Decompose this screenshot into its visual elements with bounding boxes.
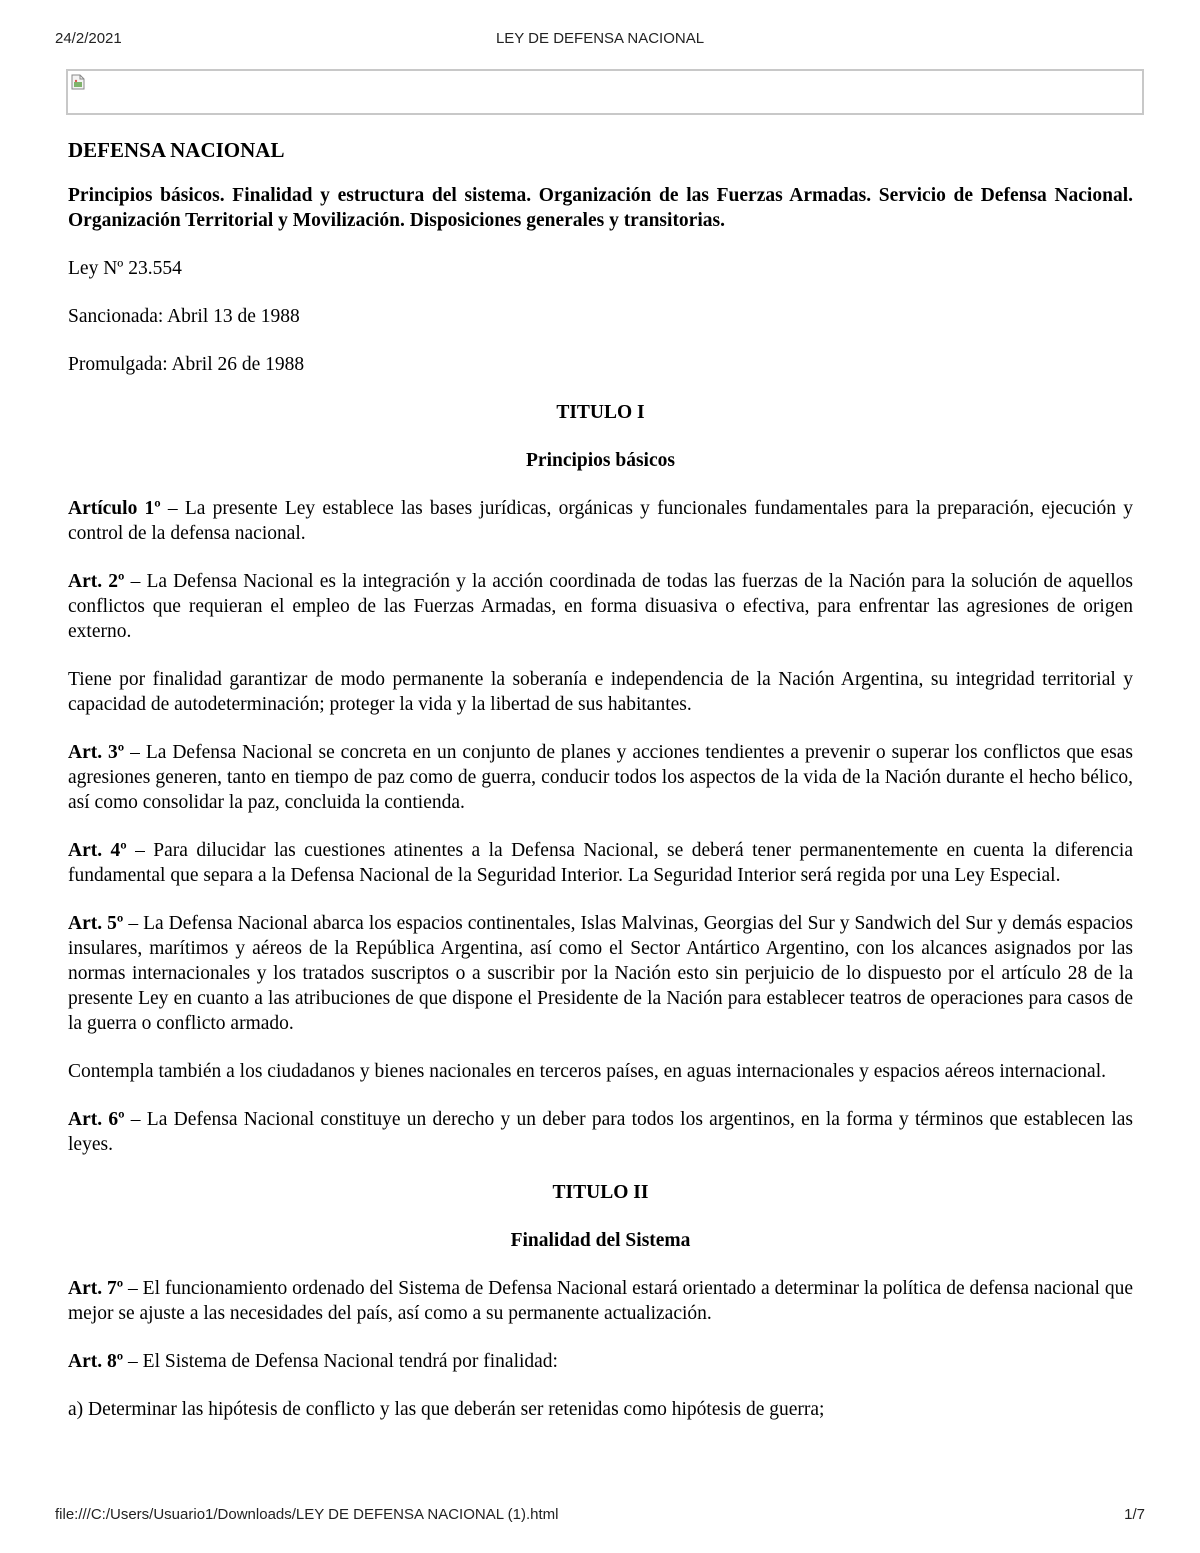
article-6-text: – La Defensa Nacional constituye un derecho y un deber para todos los argentinos, en la forma y términos que establecen las leyes.	[68, 1109, 1133, 1155]
article-4-label: Art. 4º	[68, 840, 127, 861]
article-1	[68, 496, 1133, 546]
print-footer-page: 1/7	[1124, 1506, 1145, 1523]
ley-number: Ley Nº 23.554	[68, 258, 182, 279]
article-8	[68, 1349, 1133, 1374]
article-2	[68, 569, 1133, 644]
titulo-1-subtitle: Principios básicos	[526, 450, 675, 471]
print-footer-path: file:///C:/Users/Usuario1/Downloads/LEY DE DEFENSA NACIONAL (1).html	[55, 1506, 559, 1523]
article-6-label: Art. 6º	[68, 1109, 125, 1130]
article-3-label: Art. 3º	[68, 742, 125, 763]
sancionada-date: Sancionada: Abril 13 de 1988	[68, 306, 300, 327]
article-8-label: Art. 8º	[68, 1351, 124, 1372]
article-6	[68, 1107, 1133, 1157]
broken-image	[66, 69, 1144, 115]
article-8-text: – El Sistema de Defensa Nacional tendrá por finalidad:	[123, 1351, 558, 1372]
print-header-date: 24/2/2021	[55, 30, 122, 47]
article-5	[68, 911, 1133, 1036]
article-4-text: – Para dilucidar las cuestiones atinentes a la Defensa Nacional, se deberá tener permanentemente en cuenta la diferencia fundamental que separa a la Defensa Nacional de la Seguridad Interior. La Seguridad Interior será regida por una Ley Especial.	[68, 840, 1134, 886]
article-3-text: – La Defensa Nacional se concreta en un conjunto de planes y acciones tendientes a prevenir o superar los conflictos que esas agresiones generen, tanto en tiempo de paz como de guerra, conducir todos los aspectos de la vida de la Nación durante el hecho bélico, así como consolidar la paz, concluida la contienda.	[68, 742, 1133, 813]
article-3	[68, 740, 1133, 815]
article-5-paragraph-2: Contempla también a los ciudadanos y bienes nacionales en terceros países, en aguas internacionales y espacios aéreos internacional.	[68, 1061, 1106, 1082]
article-1-label: Artículo 1º	[68, 498, 161, 519]
article-4	[68, 838, 1133, 888]
broken-image-icon	[71, 74, 85, 90]
article-1-text: – La presente Ley establece las bases jurídicas, orgánicas y funcionales fundamentales para la preparación, ejecución y control de la defensa nacional.	[68, 498, 1133, 544]
doc-subtitle: Principios básicos. Finalidad y estructura del sistema. Organización de las Fuerzas Armadas. Servicio de Defensa Nacional. Organización Territorial y Movilización. Disposiciones generales y transitorias.	[68, 185, 1133, 231]
article-7	[68, 1276, 1133, 1326]
titulo-2-subtitle: Finalidad del Sistema	[510, 1230, 691, 1251]
doc-heading: DEFENSA NACIONAL	[68, 138, 285, 162]
article-5-label: Art. 5º	[68, 913, 124, 934]
article-7-label: Art. 7º	[68, 1278, 124, 1299]
article-2-paragraph-2: Tiene por finalidad garantizar de modo permanente la soberanía e independencia de la Nación Argentina, su integridad territorial y capacidad de autodeterminación; proteger la vida y la libertad de sus habitantes.	[68, 669, 1133, 715]
print-header-title: LEY DE DEFENSA NACIONAL	[495, 30, 705, 47]
document-body	[68, 138, 1133, 1445]
promulgada-date: Promulgada: Abril 26 de 1988	[68, 354, 305, 375]
article-7-text: – El funcionamiento ordenado del Sistema de Defensa Nacional estará orientado a determinar la política de defensa nacional que mejor se ajuste a las necesidades del país, así como a su permanente actualización.	[68, 1278, 1133, 1324]
article-5-text: – La Defensa Nacional abarca los espacios continentales, Islas Malvinas, Georgias del Sur y Sandwich del Sur y demás espacios insulares, marítimos y aéreos de la República Argentina, así como el Sector Antártico Argentino, con los alcances asignados por las normas internacionales y los tratados suscriptos o a suscribir por la Nación esto sin perjuicio de lo dispuesto por el artículo 28 de la presente Ley en cuanto a las atribuciones de que dispone el Presidente de la Nación para establecer teatros de operaciones para casos de la guerra o conflicto armado.	[68, 913, 1133, 1034]
titulo-1-heading: TITULO I	[556, 402, 645, 423]
article-2-text: – La Defensa Nacional es la integración y la acción coordinada de todas las fuerzas de la Nación para la solución de aquellos conflictos que requieran el empleo de las Fuerzas Armadas, en forma disuasiva o efectiva, para enfrentar las agresiones de origen externo.	[68, 571, 1133, 642]
article-2-label: Art. 2º	[68, 571, 125, 592]
titulo-2-heading: TITULO II	[552, 1182, 649, 1203]
article-8-item-a: a) Determinar las hipótesis de conflicto y las que deberán ser retenidas como hipótesis de guerra;	[68, 1399, 825, 1420]
